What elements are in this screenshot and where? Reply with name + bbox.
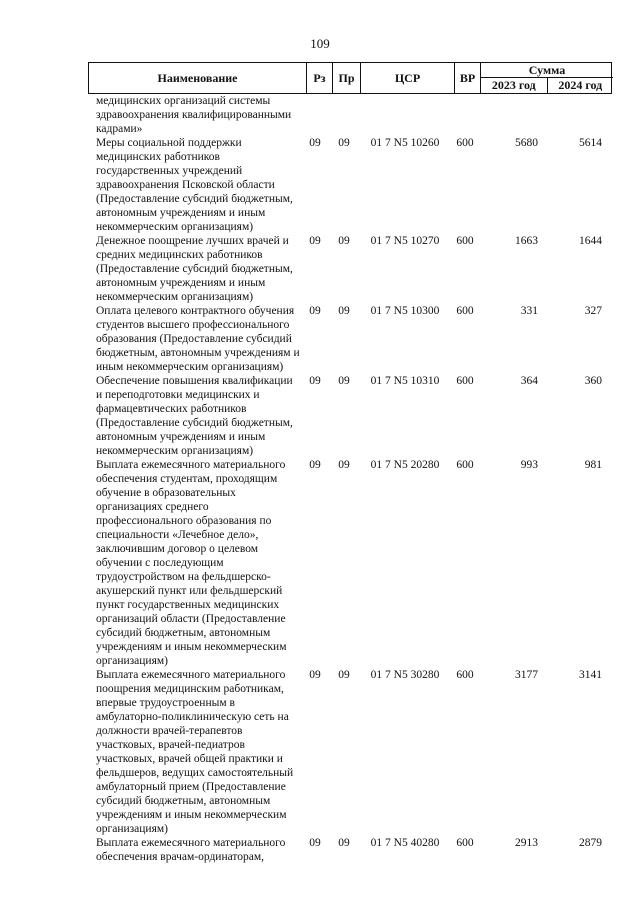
- row-sum-2024: 1644: [579, 235, 602, 247]
- row-pr: 09: [338, 235, 350, 247]
- row-csr: 01 7 N5 20280: [370, 459, 440, 471]
- row-vr: 600: [456, 137, 474, 149]
- header-sum-title: Сумма: [481, 63, 613, 78]
- header-vr: ВР: [455, 63, 481, 93]
- row-vr: 600: [456, 837, 474, 849]
- header-csr: ЦСР: [361, 63, 455, 93]
- row-csr: 01 7 N5 40280: [370, 837, 440, 849]
- row-pr: 09: [338, 669, 350, 681]
- row-vr: 600: [456, 305, 474, 317]
- row-csr: 01 7 N5 10310: [370, 375, 440, 387]
- table-row: [88, 374, 612, 458]
- row-pr: 09: [338, 305, 350, 317]
- continuation-text: медицинских организаций системы здравоохранения квалифицированными кадрами»: [96, 95, 292, 135]
- table-row: [88, 458, 612, 668]
- row-sum-2023: 364: [520, 375, 538, 387]
- budget-table: [88, 62, 612, 864]
- row-csr: 01 7 N5 10270: [370, 235, 440, 247]
- row-rz: 09: [309, 375, 321, 387]
- row-name: Выплата ежемесячного материального обеспечения врачам-ординаторам,: [96, 837, 286, 863]
- row-csr: 01 7 N5 10300: [370, 305, 440, 317]
- row-sum-2024: 360: [584, 375, 602, 387]
- row-csr: 01 7 N5 10260: [370, 137, 440, 149]
- row-sum-2024: 2879: [579, 837, 602, 849]
- row-name: Оплата целевого контрактного обучения студентов высшего профессионального образования (Предоставление субсидий бюджетным, автономным учреждениям и иным некоммерческим организациям): [96, 305, 300, 373]
- row-name: Выплата ежемесячного материального обеспечения студентам, проходящим обучение в образовательных организациях среднего профессионального образования по специальности «Лечебное дело», заключившим договор о целевом обучении с последующим трудоустройством на фельдшерско-акушерский пункт или фельдшерский пункт государственных медицинских организаций области (Предоставление субсидий бюджетным, автономным учреждениям и иным некоммерческим организациям): [96, 459, 287, 667]
- row-rz: 09: [309, 235, 321, 247]
- table-row: [88, 234, 612, 304]
- row-name: Выплата ежемесячного материального поощрения медицинским работникам, впервые трудоустроенным в амбулаторно-поликлиническую сеть на должности врачей-терапевтов участковых, врачей-педиатров участковых, врачей общей практики и фельдшеров, ведущих самостоятельный амбулаторный прием (Предоставление субсидий бюджетным, автономным учреждениям и иным некоммерческим организациям): [96, 669, 294, 835]
- row-vr: 600: [456, 459, 474, 471]
- row-vr: 600: [456, 235, 474, 247]
- row-rz: 09: [309, 305, 321, 317]
- row-sum-2024: 5614: [579, 137, 602, 149]
- row-sum-2023: 2913: [515, 837, 538, 849]
- row-rz: 09: [309, 459, 321, 471]
- table-row: [88, 668, 612, 836]
- row-rz: 09: [309, 837, 321, 849]
- header-sum: [481, 63, 613, 93]
- row-rz: 09: [309, 137, 321, 149]
- row-sum-2023: 331: [520, 305, 538, 317]
- row-name: Денежное поощрение лучших врачей и средних медицинских работников (Предоставление субсидий бюджетным, автономным учреждениям и иным некоммерческим организациям): [96, 235, 293, 303]
- header-name: Наименование: [89, 63, 307, 93]
- header-rz: Рз: [307, 63, 333, 93]
- row-rz: 09: [309, 669, 321, 681]
- row-sum-2023: 1663: [515, 235, 538, 247]
- row-pr: 09: [338, 137, 350, 149]
- header-year-2023: 2023 год: [481, 78, 548, 93]
- page-number: 109: [310, 36, 330, 51]
- table-header: [88, 62, 612, 94]
- row-name: Обеспечение повышения квалификации и переподготовки медицинских и фармацевтических работников (Предоставление субсидий бюджетным, автономным учреждениям и иным некоммерческим организациям): [96, 375, 293, 457]
- row-pr: 09: [338, 375, 350, 387]
- row-csr: 01 7 N5 30280: [370, 669, 440, 681]
- row-sum-2023: 993: [520, 459, 538, 471]
- table-row: [88, 136, 612, 234]
- header-year-2024: 2024 год: [558, 78, 603, 92]
- row-sum-2024: 981: [584, 459, 602, 471]
- table-body: [88, 94, 612, 864]
- row-pr: 09: [338, 837, 350, 849]
- header-pr: Пр: [333, 63, 361, 93]
- table-row: [88, 304, 612, 374]
- table-row: [88, 836, 612, 864]
- row-vr: 600: [456, 375, 474, 387]
- row-sum-2024: 327: [584, 305, 602, 317]
- row-pr: 09: [338, 459, 350, 471]
- row-sum-2023: 3177: [515, 669, 538, 681]
- row-vr: 600: [456, 669, 474, 681]
- row-name: Меры социальной поддержки медицинских работников государственных учреждений здравоохранения Псковской области (Предоставление субсидий бюджетным, автономным учреждениям и иным некоммерческим организациям): [96, 137, 293, 233]
- row-sum-2024: 3141: [579, 669, 602, 681]
- row-sum-2023: 5680: [515, 137, 538, 149]
